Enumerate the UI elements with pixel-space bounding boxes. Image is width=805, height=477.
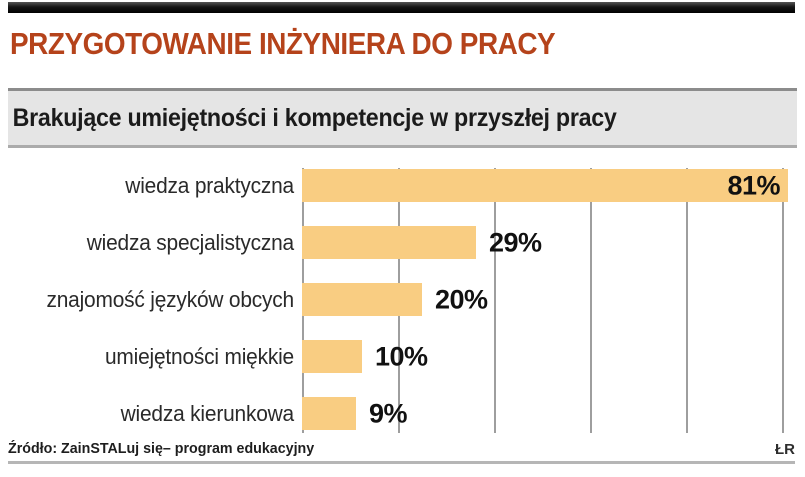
value-bar xyxy=(302,283,422,316)
category-label: wiedza kierunkowa xyxy=(120,400,294,426)
value-bar xyxy=(302,226,476,259)
chart-row xyxy=(0,283,805,316)
value-bar xyxy=(302,169,788,202)
category-label: znajomość języków obcych xyxy=(46,286,294,312)
chart-row xyxy=(0,397,805,430)
category-label: umiejętności miękkie xyxy=(104,343,294,369)
category-label: wiedza praktyczna xyxy=(125,172,295,198)
value-label: 20% xyxy=(435,284,488,314)
value-bar xyxy=(302,340,362,373)
chart-title: Brakujące umiejętności i kompetencje w przyszłej pracy xyxy=(12,103,617,132)
value-label: 29% xyxy=(489,227,542,257)
value-label: 81% xyxy=(727,170,780,200)
value-label: 10% xyxy=(375,341,428,371)
chart-row xyxy=(0,169,805,202)
page-title: PRZYGOTOWANIE INŻYNIERA DO PRACY xyxy=(10,26,556,61)
value-bar xyxy=(302,397,356,430)
chart-row xyxy=(0,226,805,259)
bar-chart xyxy=(0,150,805,435)
value-label: 9% xyxy=(369,398,408,428)
chart-row xyxy=(0,340,805,373)
top-accent-bar xyxy=(8,2,795,13)
source-note: Źródło: ZainSTALuj się– program edukacyjny xyxy=(8,440,315,457)
subtitle-band xyxy=(8,88,797,148)
credit-initials: ŁR xyxy=(775,441,795,458)
category-label: wiedza specjalistyczna xyxy=(86,229,294,255)
bottom-rule xyxy=(8,461,795,464)
